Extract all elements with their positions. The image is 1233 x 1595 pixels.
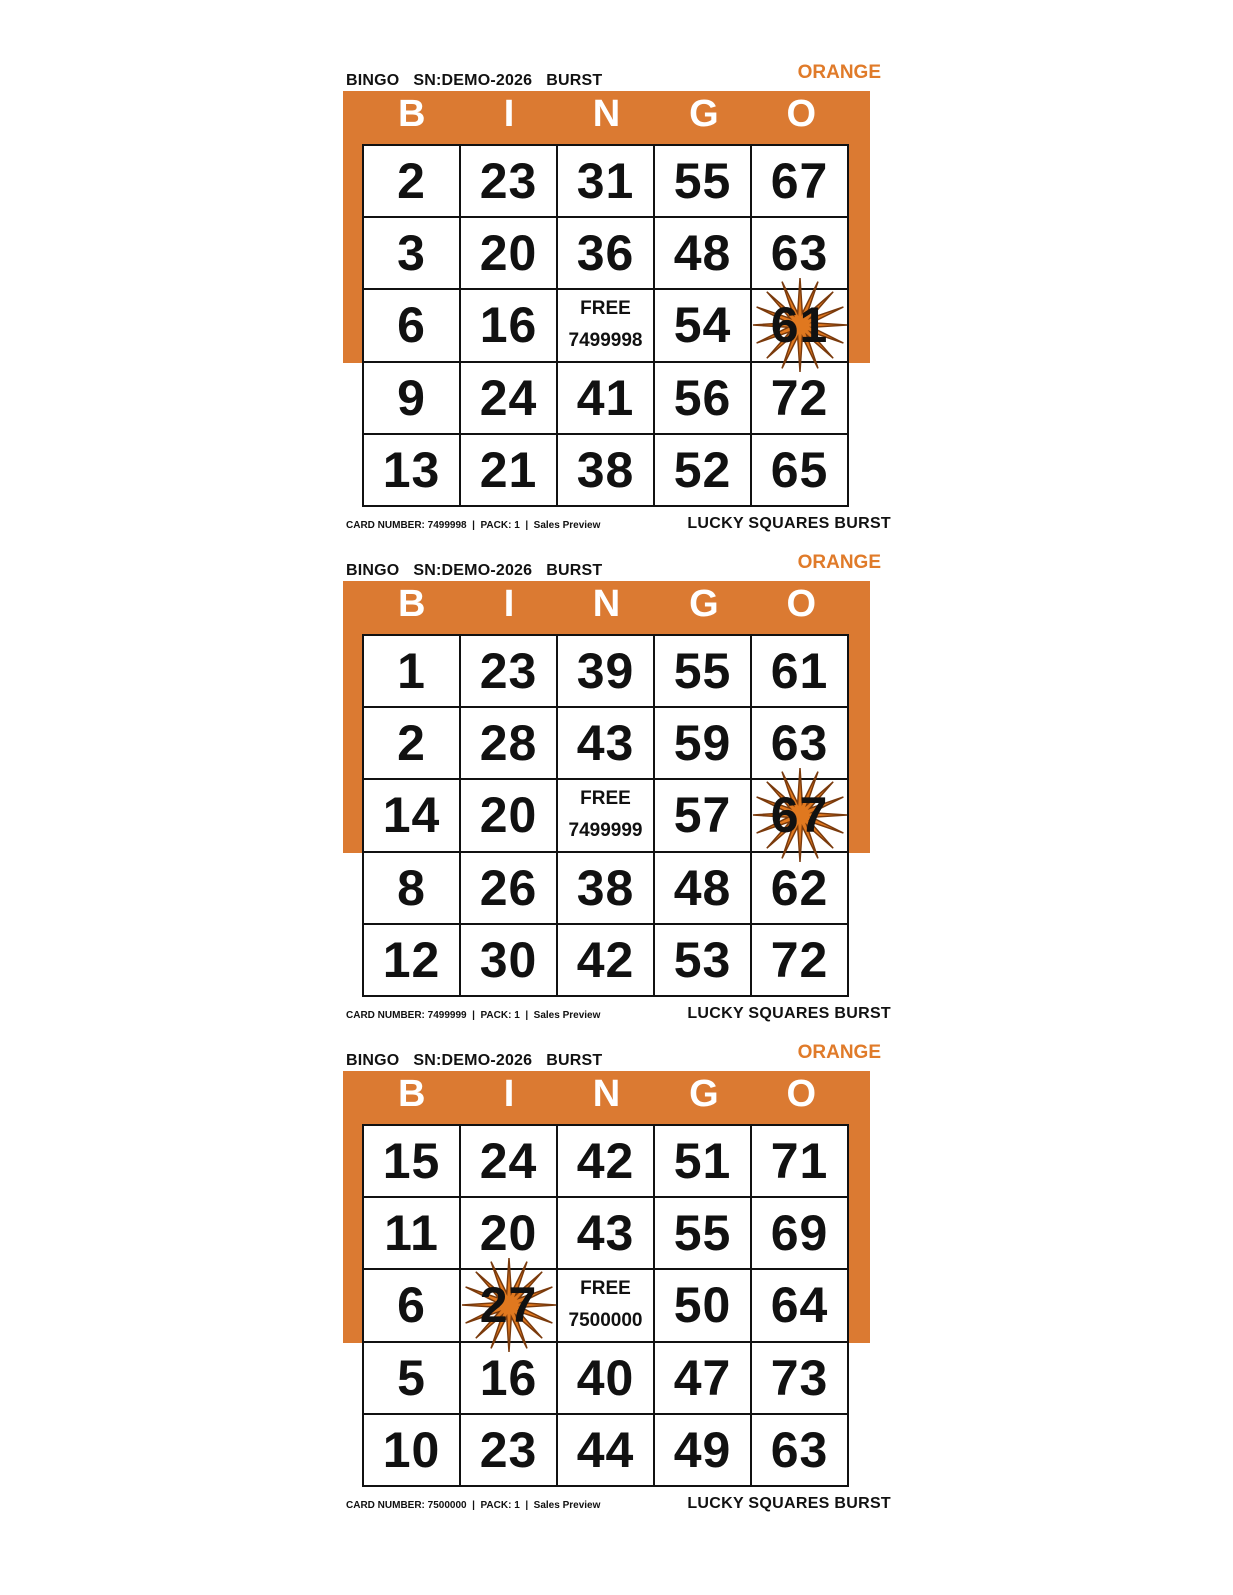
bingo-letter: O [786,583,817,625]
bingo-number: 59 [673,715,732,772]
bingo-cell [557,217,654,289]
bingo-number: 44 [576,1421,635,1478]
bingo-letter: I [503,583,515,625]
bingo-grid [362,1124,849,1487]
bingo-number: 23 [479,153,538,210]
bingo-cell [654,1269,751,1341]
card-header: BINGO SN:DEMO-2026 BURST [346,1052,603,1069]
bingo-number: 43 [576,1205,635,1262]
bingo-number: 15 [382,1133,441,1190]
bingo-letter: G [689,1073,719,1115]
bingo-cell [460,362,557,434]
bingo-letter: B [397,1073,426,1115]
bingo-cell [557,145,654,217]
bingo-cell [751,289,848,361]
bingo-number: 42 [576,1133,635,1190]
bingo-cell [363,145,460,217]
bingo-cell [460,217,557,289]
bingo-number: 50 [673,1277,732,1334]
bingo-letters-row [363,581,850,635]
bingo-number: 53 [673,931,732,988]
bingo-number: 16 [479,297,538,354]
bingo-number: 63 [770,1421,829,1478]
bingo-cell [557,1197,654,1269]
bingo-grid [362,144,849,507]
bingo-cell [654,1125,751,1197]
bingo-number: 10 [382,1421,441,1478]
bingo-number: 63 [770,225,829,282]
bingo-number: 55 [673,1205,732,1262]
bingo-number: 47 [673,1349,732,1406]
bingo-cell [654,217,751,289]
bingo-number: 20 [479,225,538,282]
bingo-number: 28 [479,715,538,772]
bingo-cell [363,362,460,434]
bingo-letter: B [397,93,426,135]
bingo-number: 16 [479,1349,538,1406]
bingo-number: 55 [673,153,732,210]
bingo-number: 39 [576,643,635,700]
bingo-number: 12 [382,931,441,988]
bingo-cell [654,924,751,996]
bingo-cell [460,635,557,707]
free-label: FREE [580,1278,631,1300]
bingo-number: 3 [397,225,426,282]
bingo-number: 26 [479,859,538,916]
bingo-cell [654,635,751,707]
bingo-cell [363,707,460,779]
bingo-number: 21 [479,441,538,498]
bingo-cell [460,289,557,361]
bingo-card [346,62,891,552]
bingo-number: 2 [397,715,426,772]
bingo-letter: O [786,1073,817,1115]
bingo-number: 48 [673,225,732,282]
bingo-number: 8 [397,859,426,916]
bingo-letters-row [363,1071,850,1125]
bingo-letters-row [363,91,850,145]
bingo-cell [363,924,460,996]
bingo-number: 13 [382,441,441,498]
bingo-number: 54 [673,297,732,354]
bingo-number: 71 [770,1133,829,1190]
bingo-cell [654,1414,751,1486]
bingo-number: 62 [770,859,829,916]
free-space [557,1269,654,1341]
bingo-letter: N [592,1073,621,1115]
bingo-cell [751,145,848,217]
bingo-number: 23 [479,643,538,700]
bingo-cell [363,1414,460,1486]
free-card-number: 7499999 [568,820,643,842]
bingo-number: 51 [673,1133,732,1190]
bingo-cell [751,779,848,851]
bingo-number: 30 [479,931,538,988]
bingo-number: 72 [770,931,829,988]
bingo-cell [363,217,460,289]
bingo-cell [460,1125,557,1197]
bingo-cell [654,1197,751,1269]
bingo-number: 5 [397,1349,426,1406]
bingo-cell [557,434,654,506]
bingo-number: 57 [673,787,732,844]
bingo-letter: G [689,93,719,135]
bingo-cell [460,707,557,779]
bingo-number: 24 [479,1133,538,1190]
bingo-number: 36 [576,225,635,282]
bingo-letter: O [786,93,817,135]
game-name: LUCKY SQUARES BURST [687,1005,891,1022]
bingo-cell [363,434,460,506]
bingo-number: 2 [397,153,426,210]
bingo-cell [557,852,654,924]
bingo-letter: I [503,1073,515,1115]
bingo-cell [363,289,460,361]
bingo-number: 61 [770,297,829,354]
bingo-cell [751,1414,848,1486]
bingo-cell [557,1125,654,1197]
bingo-cell [460,145,557,217]
bingo-cell [654,852,751,924]
bingo-number: 72 [770,369,829,426]
bingo-number: 43 [576,715,635,772]
bingo-number: 14 [382,787,441,844]
bingo-cell [460,852,557,924]
bingo-number: 31 [576,153,635,210]
bingo-cell [363,779,460,851]
bingo-cell [751,1125,848,1197]
bingo-number: 41 [576,369,635,426]
game-name: LUCKY SQUARES BURST [687,1495,891,1512]
bingo-cell [751,635,848,707]
bingo-cell [363,635,460,707]
bingo-cell [557,1414,654,1486]
bingo-cell [363,1125,460,1197]
bingo-number: 49 [673,1421,732,1478]
bingo-cell [557,1342,654,1414]
bingo-card [346,552,891,1042]
bingo-number: 38 [576,859,635,916]
bingo-number: 64 [770,1277,829,1334]
bingo-letter: B [397,583,426,625]
bingo-number: 38 [576,441,635,498]
bingo-cell [363,852,460,924]
card-color-label: ORANGE [797,552,881,573]
bingo-letter: N [592,93,621,135]
bingo-cell [557,924,654,996]
bingo-number: 65 [770,441,829,498]
bingo-number: 67 [770,153,829,210]
bingo-cell [751,1342,848,1414]
bingo-number: 67 [770,787,829,844]
bingo-cell [363,1342,460,1414]
free-space [557,779,654,851]
bingo-number: 55 [673,643,732,700]
bingo-cell [751,434,848,506]
bingo-number: 11 [384,1205,439,1262]
card-color-label: ORANGE [797,62,881,83]
bingo-letter: N [592,583,621,625]
bingo-number: 6 [397,1277,426,1334]
bingo-number: 20 [479,1205,538,1262]
bingo-cell [460,779,557,851]
bingo-number: 52 [673,441,732,498]
bingo-cell [654,707,751,779]
bingo-cell [654,1342,751,1414]
bingo-number: 6 [397,297,426,354]
card-footer: CARD NUMBER: 7499999 | PACK: 1 | Sales Preview [346,1010,601,1021]
bingo-cell [363,1269,460,1341]
free-card-number: 7499998 [568,330,643,352]
bingo-number: 73 [770,1349,829,1406]
bingo-cell [654,779,751,851]
bingo-letter: G [689,583,719,625]
bingo-cell [654,289,751,361]
free-label: FREE [580,298,631,320]
bingo-cell [460,1414,557,1486]
bingo-number: 56 [673,369,732,426]
bingo-letter: I [503,93,515,135]
card-footer: CARD NUMBER: 7500000 | PACK: 1 | Sales Preview [346,1500,601,1511]
bingo-number: 27 [479,1277,538,1334]
bingo-number: 20 [479,787,538,844]
bingo-number: 69 [770,1205,829,1262]
bingo-number: 40 [576,1349,635,1406]
bingo-number: 63 [770,715,829,772]
bingo-cell [751,1197,848,1269]
bingo-cell [460,1269,557,1341]
bingo-grid [362,634,849,997]
bingo-number: 24 [479,369,538,426]
bingo-cell [557,362,654,434]
free-card-number: 7500000 [568,1310,643,1332]
free-label: FREE [580,788,631,810]
bingo-cell [751,1269,848,1341]
bingo-number: 1 [397,643,426,700]
bingo-cell [654,362,751,434]
game-name: LUCKY SQUARES BURST [687,515,891,532]
card-footer: CARD NUMBER: 7499998 | PACK: 1 | Sales Preview [346,520,601,531]
bingo-cell [751,924,848,996]
bingo-cell [460,434,557,506]
bingo-cell [654,434,751,506]
card-header: BINGO SN:DEMO-2026 BURST [346,562,603,579]
bingo-cell [557,635,654,707]
free-space [557,289,654,361]
bingo-number: 42 [576,931,635,988]
bingo-cell [557,707,654,779]
card-color-label: ORANGE [797,1042,881,1063]
bingo-number: 23 [479,1421,538,1478]
bingo-cell [460,924,557,996]
card-header: BINGO SN:DEMO-2026 BURST [346,72,603,89]
bingo-card [346,1042,891,1532]
bingo-number: 9 [397,369,426,426]
bingo-cell [654,145,751,217]
bingo-number: 61 [770,643,829,700]
bingo-cell [363,1197,460,1269]
bingo-number: 48 [673,859,732,916]
